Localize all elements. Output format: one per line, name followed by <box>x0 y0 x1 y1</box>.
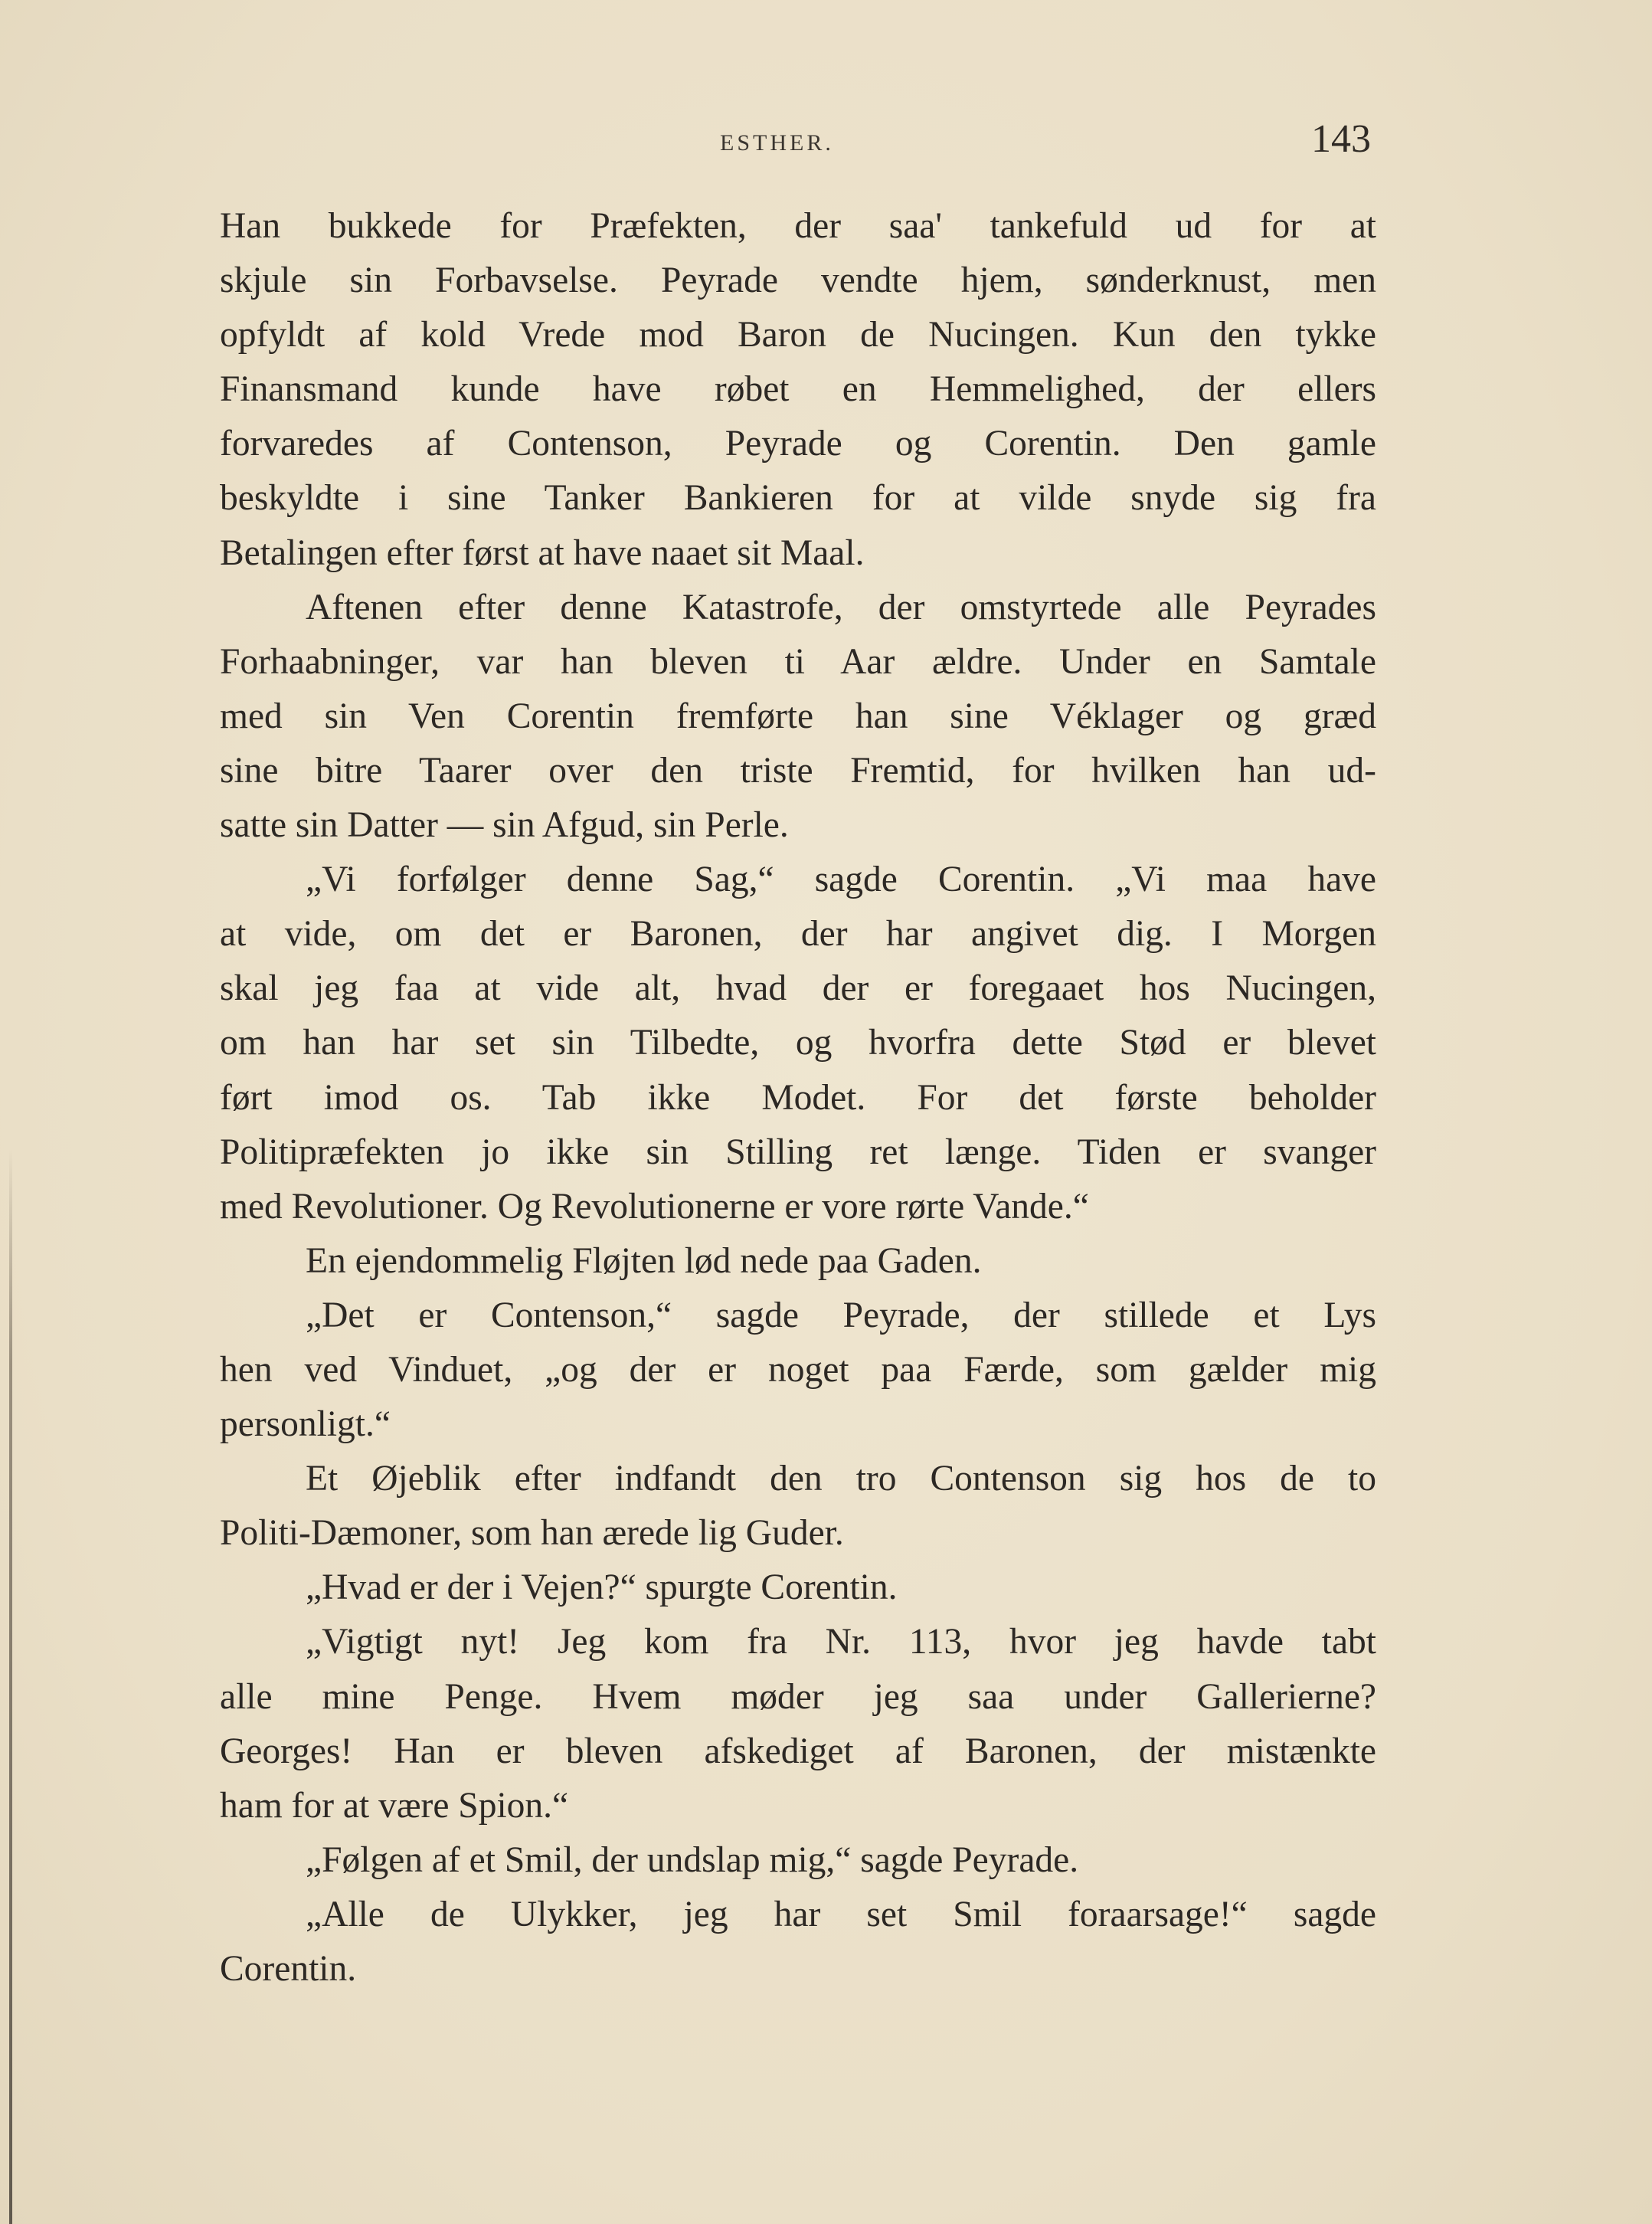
text-line: Forhaabninger, var han bleven ti Aar ældre. Under en Samtale <box>220 641 1376 682</box>
text-line: med sin Ven Corentin fremførte han sine Véklager og græd <box>220 696 1376 736</box>
text-line: „Vi forfølger denne Sag,“ sagde Corentin. „Vi maa have <box>306 860 1376 900</box>
page-number: 143 <box>1311 117 1371 161</box>
text-line: at vide, om det er Baronen, der har angivet dig. I Morgen <box>220 914 1376 955</box>
body-text <box>220 199 1376 1996</box>
text-line: forvaredes af Contenson, Peyrade og Corentin. Den gamle <box>220 424 1376 464</box>
text-line: Aftenen efter denne Katastrofe, der omstyrtede alle Peyrades <box>306 587 1376 627</box>
page-header <box>222 116 1371 170</box>
text-line: „Følgen af et Smil, der undslap mig,“ sagde Peyrade. <box>306 1839 1079 1880</box>
text-line: Betalingen efter først at have naaet sit Maal. <box>220 532 865 573</box>
text-line: Finansmand kunde have røbet en Hemmelighed, der ellers <box>220 369 1376 410</box>
text-line: hen ved Vinduet, „og der er noget paa Færde, som gælder mig <box>220 1349 1376 1390</box>
text-line: Han bukkede for Præfekten, der saa' tankefuld ud for at <box>220 206 1376 246</box>
text-line: „Det er Contenson,“ sagde Peyrade, der stillede et Lys <box>306 1295 1376 1335</box>
text-line: sine bitre Taarer over den triste Fremtid, for hvilken han ud- <box>220 750 1376 791</box>
text-line: Georges! Han er bleven afskediget af Baronen, der mistænkte <box>220 1731 1376 1771</box>
text-line: En ejendommelig Fløjten lød nede paa Gaden. <box>306 1240 982 1281</box>
text-line: Et Øjeblik efter indfandt den tro Contenson sig hos de to <box>306 1459 1376 1499</box>
text-line: „Alle de Ulykker, jeg har set Smil foraarsage!“ sagde <box>306 1894 1376 1934</box>
text-line: personligt.“ <box>220 1404 391 1445</box>
text-line: beskyldte i sine Tanker Bankieren for at vilde snyde sig fra <box>220 478 1376 519</box>
text-line: Corentin. <box>220 1949 357 1989</box>
page-edge-shadow <box>9 1149 12 2224</box>
text-line: skal jeg faa at vide alt, hvad der er foregaaet hos Nucingen, <box>220 968 1376 1009</box>
text-line: med Revolutioner. Og Revolutionerne er vore rørte Vande.“ <box>220 1186 1089 1227</box>
text-line: satte sin Datter — sin Afgud, sin Perle. <box>220 805 789 846</box>
text-line: ført imod os. Tab ikke Modet. For det første beholder <box>220 1077 1376 1118</box>
text-line: ham for at være Spion.“ <box>220 1785 569 1826</box>
text-line: Politipræfekten jo ikke sin Stilling ret længe. Tiden er svanger <box>220 1132 1376 1172</box>
text-line: „Vigtigt nyt! Jeg kom fra Nr. 113, hvor jeg havde tabt <box>306 1622 1376 1662</box>
text-line: skjule sin Forbavselse. Peyrade vendte hjem, sønderknust, men <box>220 260 1376 301</box>
text-line: „Hvad er der i Vejen?“ spurgte Corentin. <box>306 1567 898 1608</box>
text-line: om han har set sin Tilbedte, og hvorfra dette Stød er blevet <box>220 1023 1376 1063</box>
text-line: opfyldt af kold Vrede mod Baron de Nucingen. Kun den tykke <box>220 315 1376 355</box>
text-line: Politi-Dæmoner, som han ærede lig Guder. <box>220 1513 844 1554</box>
running-head: ESTHER. <box>720 130 834 156</box>
text-line: alle mine Penge. Hvem møder jeg saa under Gallerierne? <box>220 1676 1376 1717</box>
